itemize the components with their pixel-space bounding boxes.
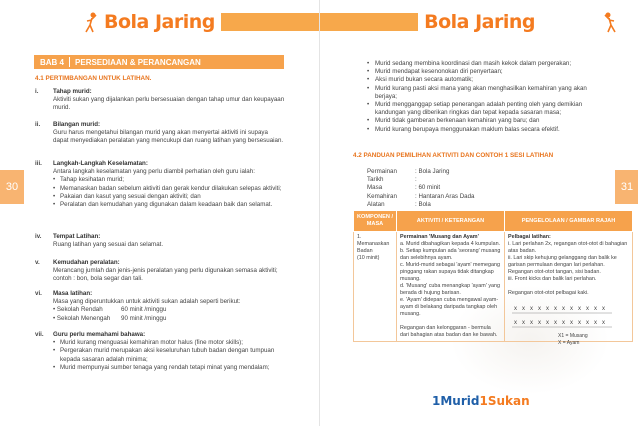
formation-marker: x [602,320,605,326]
info-value: : Bola Jaring [415,168,450,175]
item-text: Ruang latihan yang sesuai dan selamat. [53,241,164,249]
formation-marker: x [554,306,557,312]
bullet-item: • Aksi murid bukan secara automatik; [367,76,592,84]
list-item [35,121,285,146]
formation-marker: x [594,306,597,312]
formation-marker: x [578,306,581,312]
activity-step: e. 'Ayam' didepan cuba mengawal ayam-ayam di belakang daripada tangkap oleh musang. [400,297,499,317]
formation-marker: x [578,320,581,326]
table-header: PENGELOLAAN / GAMBAR RAJAH [505,211,633,232]
formation-marker: x [546,306,549,312]
component-line: Badan [357,248,373,254]
formation-marker: x [586,320,589,326]
info-row [367,193,475,201]
component-line: 1. Memanaskan [357,234,390,247]
bullet-item: • Murid tidak gamberan berkenaan kemahiran yang baru; dan [367,117,592,125]
formation-marker: x [562,320,565,326]
item-number: vi. [35,290,42,297]
left-header [104,10,319,34]
header-bar [320,13,418,31]
item-content [53,160,285,209]
bullet-item: • Peralatan dan kemudahan yang digunakan dalam keadaan baik dan selamat. [53,201,285,209]
info-row [367,201,475,209]
page-title: Bola Jaring [424,11,535,33]
table-cell-component [354,232,397,342]
item-number: i. [35,88,39,95]
list-item [35,290,285,323]
bullet-item: • Murid mendapat kesenonokan diri penyertaan; [367,68,592,76]
formation-marker: x [546,320,549,326]
formation-marker: x [530,320,533,326]
chapter-banner [34,55,284,69]
table-cell-activity [397,232,505,342]
bullet-item: • Murid mempunyai sumber tenaga yang rendah tetapi minat yang mendalam; [53,364,285,372]
activity-step [400,318,501,325]
time-row [53,315,285,323]
section-heading: 4.1 PERTIMBANGAN UNTUK LATIHAN. [35,75,152,82]
time-value: 60 minit /minggu [121,306,167,314]
item-number: iv. [35,233,42,240]
item-number: ii. [35,121,41,128]
activity-step: d. 'Musang' cuba menangkap 'ayam' yang berada di hujung barisan. [400,283,501,296]
diagram-legend [558,333,588,347]
item-text: Aktiviti sukan yang dijalankan perlu bersesuaian dengan tahap umur dan keupayaan murid. [53,96,285,112]
organisation-step: i. Lari perlahan 2x, regangan otot-otot di bahagian atas badan. [508,241,628,254]
info-key: Masa [367,184,383,192]
learner-traits-list [367,60,592,134]
info-key: Tarikh [367,176,384,184]
formation-marker: x [514,320,517,326]
item-content [53,290,285,323]
formation-marker: x [554,320,557,326]
item-title: Tahap murid: [53,88,92,95]
item-number: v. [35,259,40,266]
item-title: Langkah-Langkah Keselamatan: [53,160,148,167]
activity-step: Regangan dan kelonggaran - bermula dari bahagian atas badan dan ke bawah. [400,325,498,338]
time-value: 90 minit /minggu [121,314,167,322]
item-content [53,331,285,372]
item-number: vii. [35,331,44,338]
formation-marker: x [570,320,573,326]
item-text: Antara langkah keselamatan yang perlu diambil perhatian oleh guru ialah: [53,168,255,176]
bullet-item: • Tahap kesihatan murid; [53,176,285,184]
organisation-step: ii. Lari skip kehujung gelanggang dan balik ke garisan permulaan dengan lari perlahan. Regangan otot-otot tangan, sisi badan. [508,255,617,275]
session-info [367,168,475,209]
info-row [367,184,475,192]
bullet-item: • Murid sedang membina koordinasi dan masih kekok dalam pergerakan; [367,60,592,68]
activity-title: Permainan 'Musang dan Ayam' [400,234,479,240]
item-title: Tempat Latihan: [53,233,101,240]
legend-item: X1 = Musang [558,333,588,339]
formation-marker: x [522,320,525,326]
organisation-step [508,283,629,290]
page-number: 30 [0,170,24,204]
bullet-item: • Murid mengganggap setiap penerangan adalah penting oleh yang demikian kandungan yang diberikan ringkas dan tepat kepada sasaran masa; [367,101,592,117]
school-level: • Sekolah Rendah [53,306,103,314]
table-header: AKTIVITI / KETERANGAN [397,211,505,232]
list-item [35,259,285,284]
item-content [53,121,285,146]
formation-marker: x [594,320,597,326]
time-row [53,306,285,314]
page-number: 31 [615,170,638,204]
section-heading: 4.2 PANDUAN PEMILIHAN AKTIVITI DAN CONTOH 1 SESI LATIHAN [353,152,554,159]
school-level: • Sekolah Menengah [53,314,111,322]
formation-marker: x [522,306,525,312]
netball-player-icon [603,12,617,34]
formation-marker: x [570,306,573,312]
item-text: Merancang jumlah dan jenis-jenis peralatan yang perlu digunakan semasa aktiviti; contoh : bon, bola segar dan tali. [53,267,278,283]
item-title: Kemudahan peralatan: [53,259,120,266]
info-key: Permainan [367,168,397,175]
campaign-logo: 1Murid1Sukan [432,394,530,408]
list-item [35,160,285,209]
organisation-step: Regangan otot-otot pelbagai kaki. [508,290,589,296]
info-value: : Hantaran Aras Dada [415,192,475,200]
right-page [319,0,638,426]
info-value: : [415,176,417,184]
bullet-item: • Pakaian dan kasut yang sesuai dengan aktiviti; dan [53,193,285,201]
bullet-item: • Murid kurang pasti aksi mana yang akan menghasilkan kemahiran yang akan berjaya; [367,85,592,101]
bullet-item: • Pergerakan murid merupakan aksi keseluruhan tubuh badan dengan tumpuan kepada sasaran adalah minima; [53,347,285,363]
formation-marker: x [602,306,605,312]
list-item [35,331,285,372]
info-value: : Bola [415,200,431,208]
item-text: Masa yang diperuntukkan untuk aktiviti sukan adalah seperti berikut: [53,298,241,306]
item-content [53,233,285,249]
chapter-label: BAB 4 [40,57,65,67]
legend-item: X = Ayam [558,340,580,346]
netball-player-icon [84,12,98,34]
formation-marker: x [538,320,541,326]
chapter-title: PERSEDIAAN & PERANCANGAN [75,57,201,67]
info-key: Alatan [367,200,385,208]
item-text: Guru harus mengetahui bilangan murid yang akan menyertai aktiviti ini supaya dapat menyediakan peralatan yang mencukupi dan ruang latihan yang bersesuaian. [53,129,284,145]
item-content [53,88,285,113]
activity-step: c. Murid-murid sebagai 'ayam' memegang pinggang rakan supaya tidak ditangkap musang. [400,262,501,282]
formation-marker: x [538,306,541,312]
formation-diagram [508,300,618,336]
bullet-item: • Memanaskan badan sebelum aktiviti dan gerak kendur dilakukan selepas aktiviti; [53,185,285,193]
info-row [367,176,475,184]
header-bar [221,13,319,31]
right-header [320,10,535,34]
bullet-item: • Murid kurang menguasai kemahiran motor halus (fine motor skills); [53,339,285,347]
component-line: (10 minit) [357,255,380,261]
formation-marker: x [514,306,517,312]
item-bullets [53,339,285,372]
info-key: Kemahiran [367,192,397,200]
bullet-item: • Murid kurang berupaya menggunakan maklum balas secara efektif. [367,126,592,134]
item-title: Masa latihan: [53,290,93,297]
formation-marker: x [586,306,589,312]
table-header: KOMPONEN / MASA [354,211,397,232]
item-title: Bilangan murid: [53,121,101,128]
list-item [35,233,285,249]
organisation-step: iii. Front kicks dan balik lari perlahan. [508,276,597,282]
organisation-title: Pelbagai latihan: [508,234,551,240]
item-bullets [53,176,285,209]
page-title: Bola Jaring [104,11,215,33]
info-row [367,168,475,176]
activity-step: b. Setiap kumpulan ada 'seorang' musang dan selebihnya ayam. [400,248,501,261]
item-number: iii. [35,160,42,167]
item-content [53,259,285,284]
list-item [35,88,285,113]
info-value: : 60 minit [415,184,441,192]
session-table [353,210,633,342]
item-title: Guru perlu memahami bahawa: [53,331,146,338]
formation-marker: x [530,306,533,312]
activity-step: a. Murid dibahagikan kepada 4 kumpulan. [400,241,501,247]
table-cell-organisation [505,232,633,342]
formation-marker: x [562,306,565,312]
